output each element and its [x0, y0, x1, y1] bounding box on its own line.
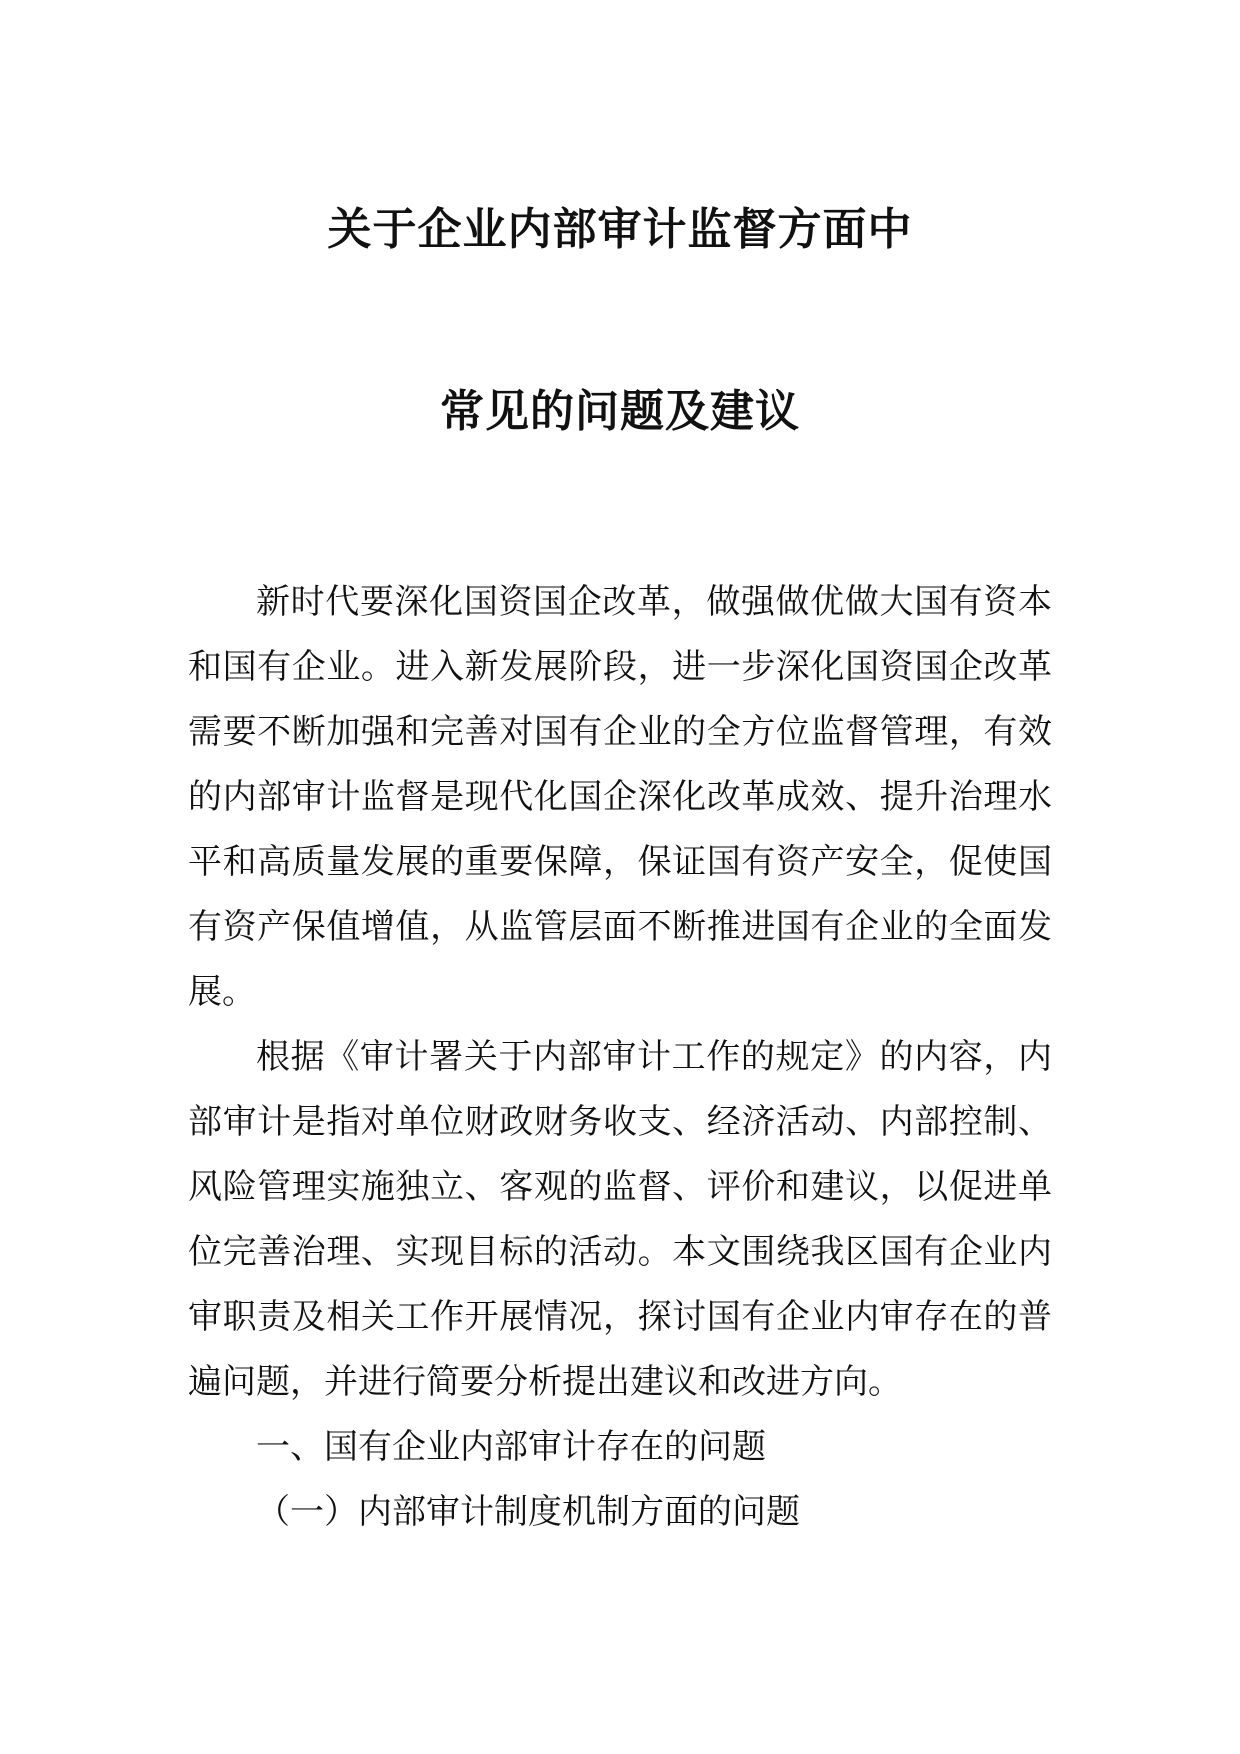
document-body: [188, 570, 1052, 1545]
paragraph-intro: 新时代要深化国资国企改革，做强做优做大国有资本和国有企业。进入新发展阶段，进一步深化国资国企改革需要不断加强和完善对国有企业的全方位监督管理，有效的内部审计监督是现代化国企深化改革成效、提升治理水平和高质量发展的重要保障，保证国有资产安全，促使国有资产保值增值，从监管层面不断推进国有企业的全面发展。: [188, 582, 1052, 1012]
section-heading-1: 一、国有企业内部审计存在的问题: [256, 1427, 766, 1467]
document-title-line-2: 常见的问题及建议: [440, 386, 800, 437]
document-title-line-1: 关于企业内部审计监督方面中: [327, 204, 913, 255]
paragraph-definition: 根据《审计署关于内部审计工作的规定》的内容，内部审计是指对单位财政财务收支、经济活动、内部控制、风险管理实施独立、客观的监督、评价和建议，以促进单位完善治理、实现目标的活动。本文围绕我区国有企业内审职责及相关工作开展情况，探讨国有企业内审存在的普遍问题，并进行简要分析提出建议和改进方向。: [188, 1037, 1052, 1402]
subsection-heading-1: （一）内部审计制度机制方面的问题: [256, 1492, 800, 1532]
